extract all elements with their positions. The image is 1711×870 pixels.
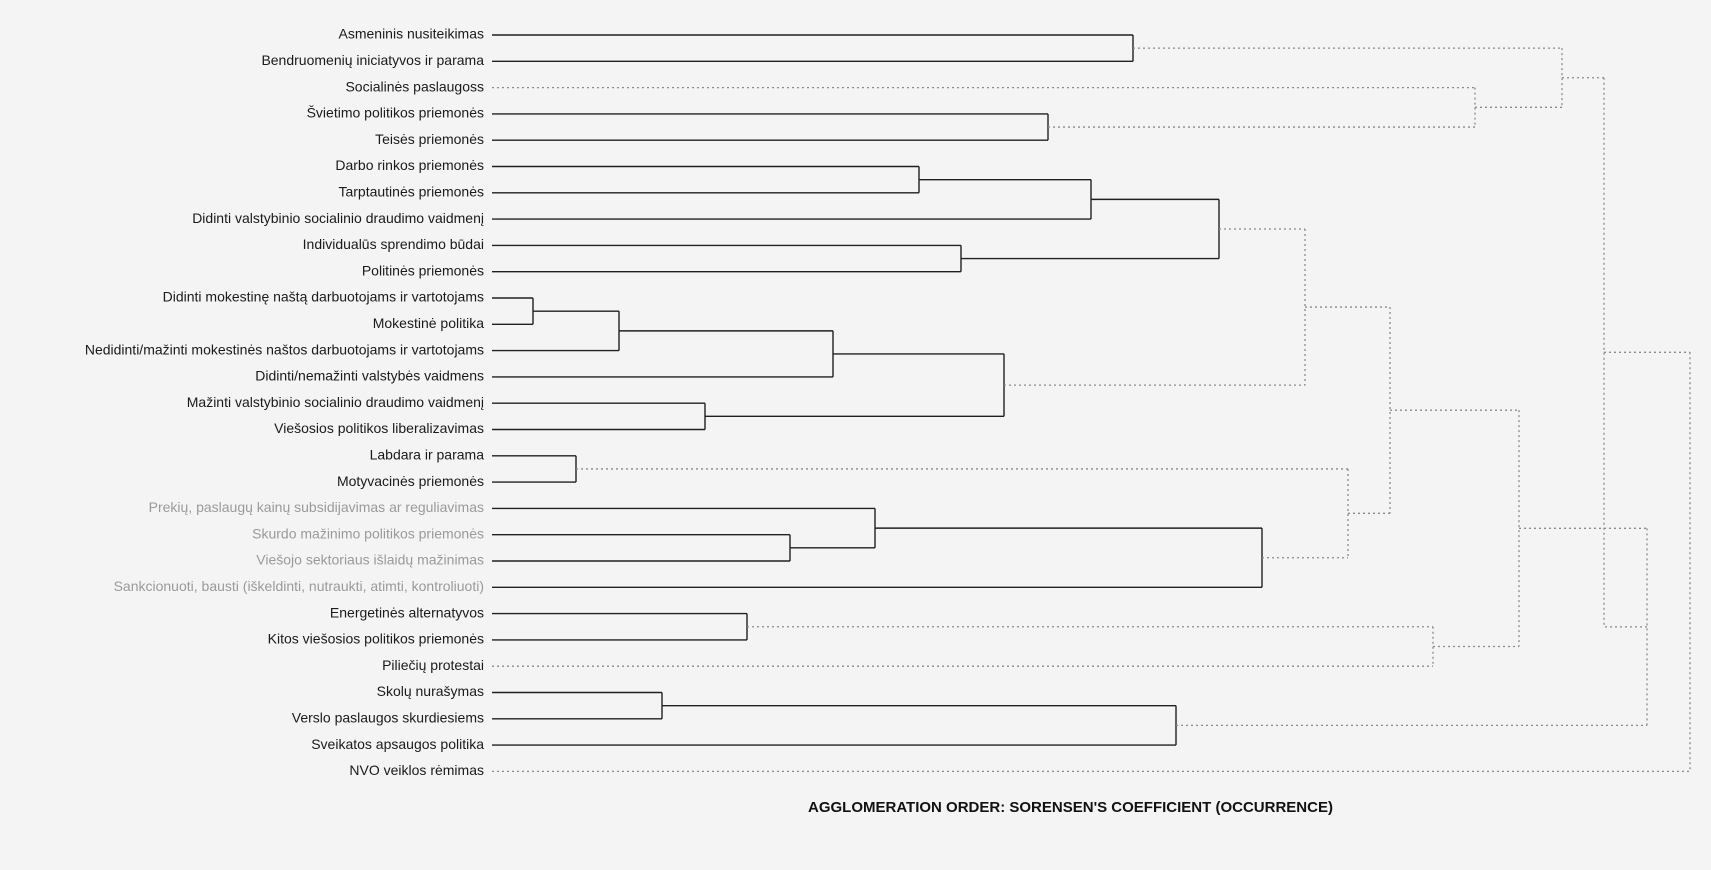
leaf-label: Politinės priemonės xyxy=(361,262,484,279)
leaf-label: Individualūs sprendimo būdai xyxy=(302,236,484,253)
leaf-label: Didinti mokestinę naštą darbuotojams ir vartotojams xyxy=(162,288,484,305)
agglomeration-caption: AGGLOMERATION ORDER: SORENSEN'S COEFFICIENT (OCCURRENCE) xyxy=(808,799,1333,816)
leaf-label: Sveikatos apsaugos politika xyxy=(311,735,484,752)
leaf-labels xyxy=(85,26,484,778)
leaf-label: Nedidinti/mažinti mokestinės naštos darbuotojams ir vartotojams xyxy=(84,341,484,358)
leaf-label: Energetinės alternatyvos xyxy=(329,604,484,621)
leaf-label: Skurdo mažinimo politikos priemonės xyxy=(252,525,484,542)
leaf-label: Sankcionuoti, bausti (iškeldinti, nutraukti, atimti, kontroliuoti) xyxy=(113,578,484,595)
leaf-label: Didinti valstybinio socialinio draudimo vaidmenį xyxy=(192,209,484,226)
leaf-label: Viešosios politikos liberalizavimas xyxy=(274,420,484,437)
leaf-label: Viešojo sektoriaus išlaidų mažinimas xyxy=(256,551,484,568)
leaf-label: Teisės priemonės xyxy=(375,130,484,147)
leaf-label: Asmeninis nusiteikimas xyxy=(338,25,484,42)
leaf-label: Prekių, paslaugų kainų subsidijavimas ar reguliavimas xyxy=(148,499,484,516)
leaf-label: Labdara ir parama xyxy=(369,446,484,463)
leaf-label: Motyvacinės priemonės xyxy=(336,472,484,489)
leaf-label: Didinti/nemažinti valstybės vaidmens xyxy=(255,367,484,384)
leaf-label: Tarptautinės priemonės xyxy=(338,183,484,200)
leaf-label: Bendruomenių iniciatyvos ir parama xyxy=(261,52,484,69)
leaf-label: Piliečių protestai xyxy=(382,656,484,673)
leaf-label: Verslo paslaugos skurdiesiems xyxy=(291,709,484,726)
leaf-label: Mažinti valstybinio socialinio draudimo vaidmenį xyxy=(186,393,484,410)
leaf-label: Švietimo politikos priemonės xyxy=(306,104,484,121)
leaf-label: Skolų nurašymas xyxy=(376,683,484,700)
dendrogram-links xyxy=(492,35,1690,771)
leaf-label: NVO veiklos rėmimas xyxy=(349,762,484,779)
leaf-label: Socialinės paslaugoss xyxy=(345,78,484,95)
leaf-label: Darbo rinkos priemonės xyxy=(335,157,484,174)
leaf-label: Kitos viešosios politikos priemonės xyxy=(267,630,484,647)
leaf-label: Mokestinė politika xyxy=(372,315,484,332)
